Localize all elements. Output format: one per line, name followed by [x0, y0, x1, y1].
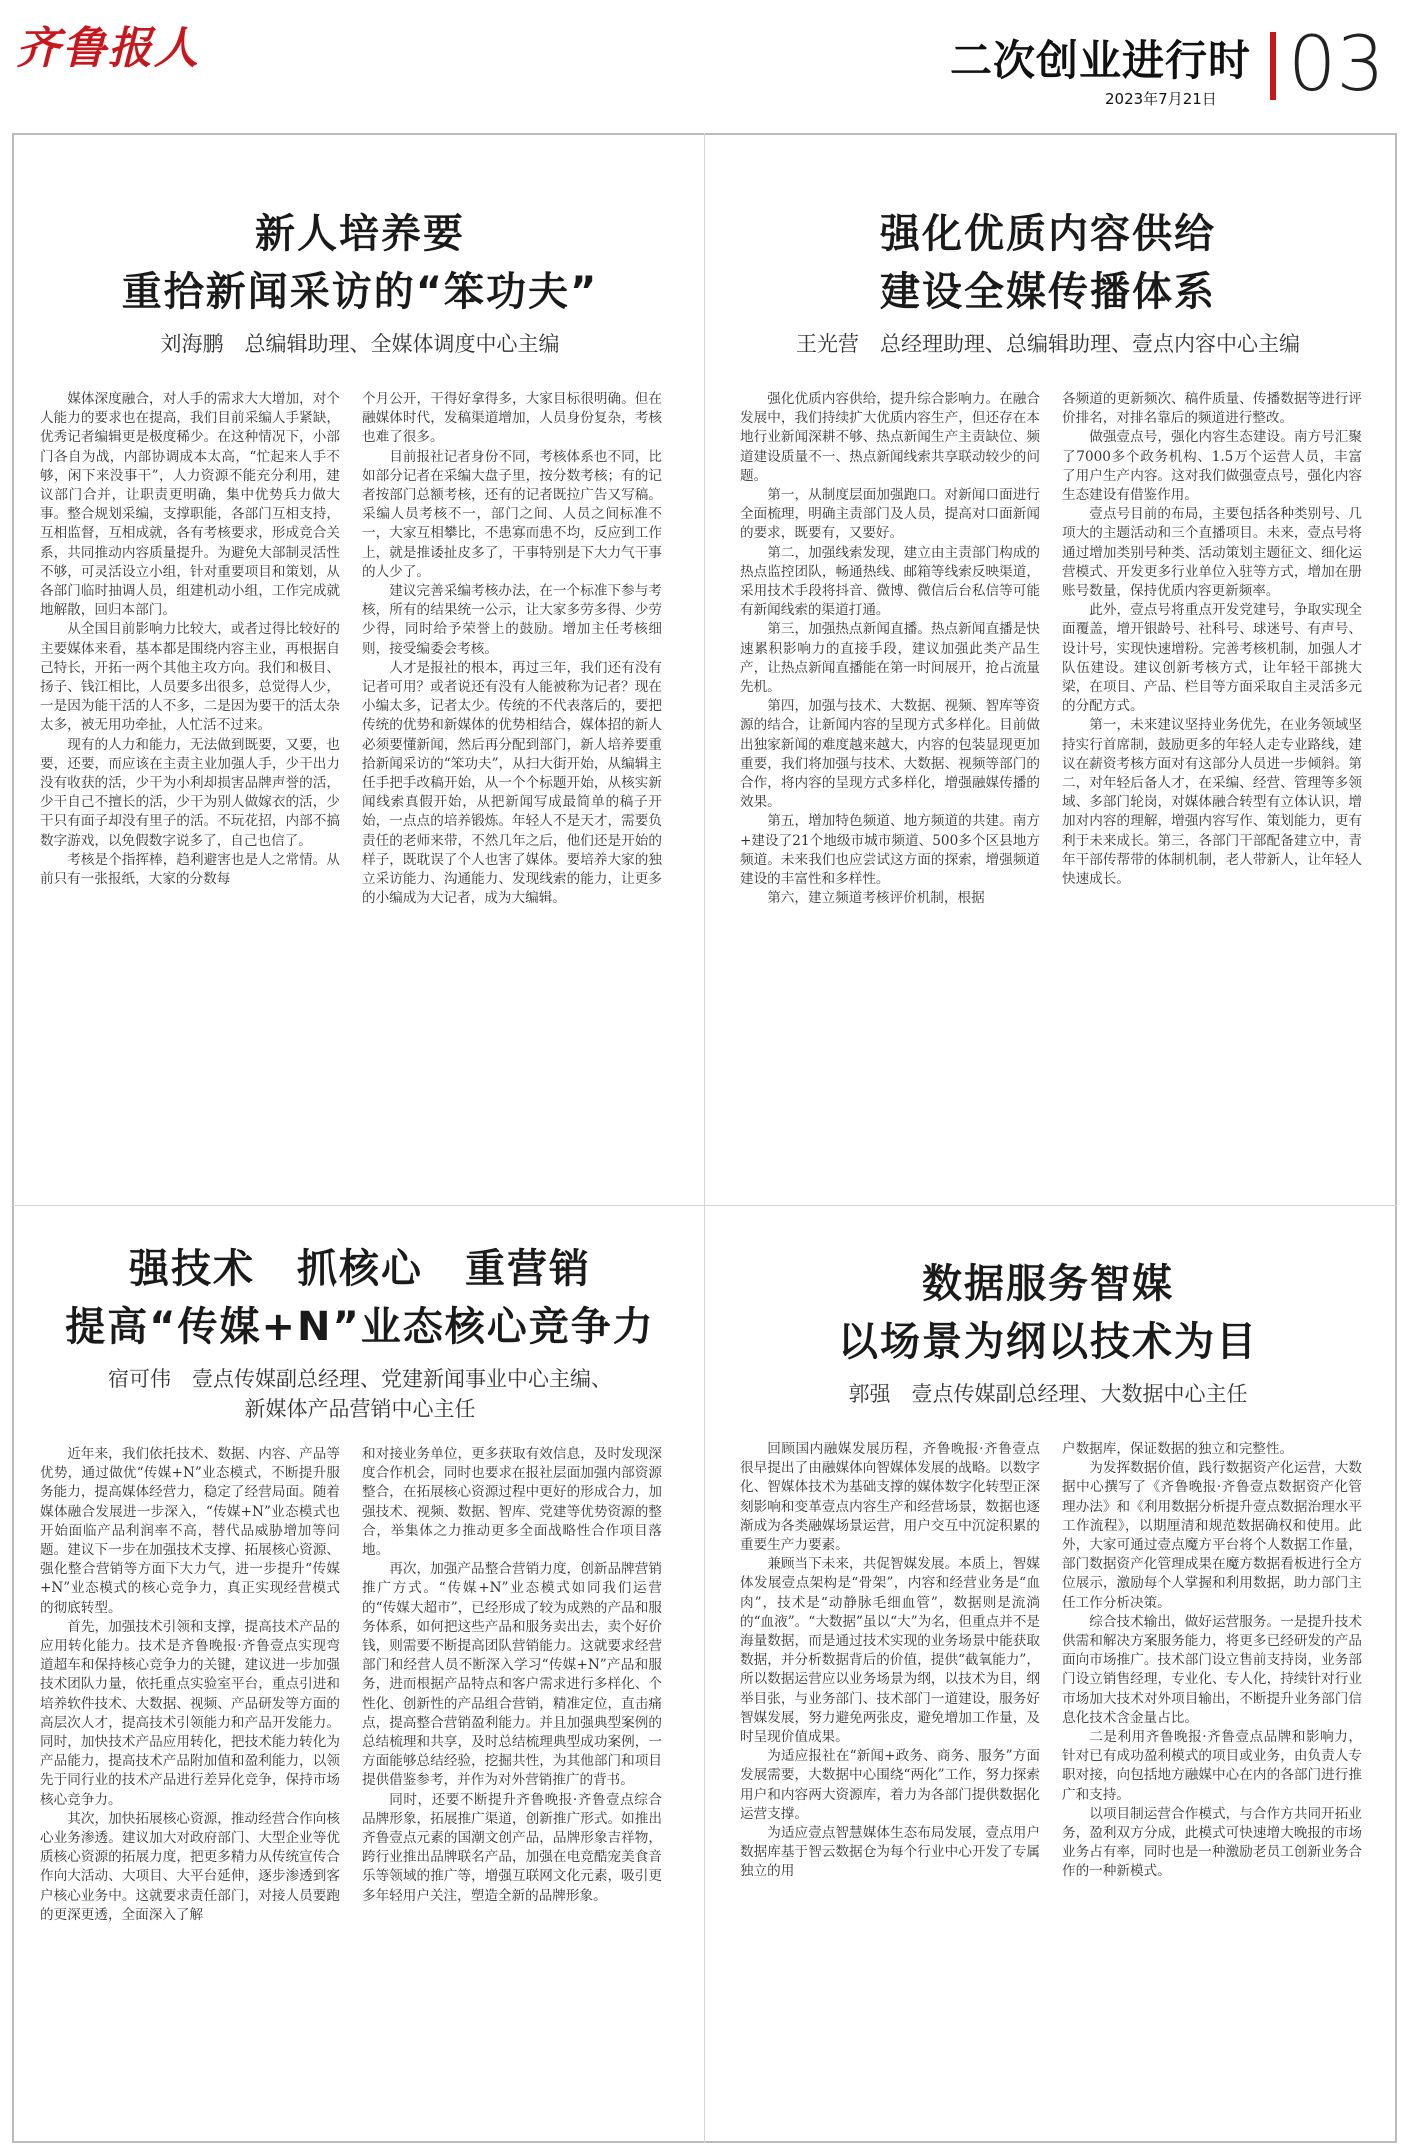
page-number: 03: [1288, 19, 1385, 108]
paragraph: 从全国目前影响力比较大，或者过得比较好的主要媒体来看，基本都是围绕内容主业，再根据自己特长，开拓一两个其他主攻方向。我们和极目、扬子、钱江相比，人员要多出很多，总觉得人少，一是因为能干活的人不多，二是因为要干的活太杂太多，被无用功牵扯，人忙活不过来。: [40, 621, 340, 734]
paragraph: 个月公开，干得好拿得多，大家目标很明确。但在融媒体时代，发稿渠道增加，人员身份复杂，考核也难了很多。: [362, 391, 662, 446]
article-3-byline: [40, 1364, 680, 1424]
paragraph: 第六，建立频道考核评价机制，根据: [767, 890, 985, 907]
paragraph: 为适应壹点智慧媒体生态布局发展，壹点用户数据库基于智云数据仓为每个行业中心开发了专属独立的用: [740, 1825, 1040, 1880]
article-1-column-1: [40, 390, 340, 908]
red-divider: [1270, 32, 1276, 100]
article-3-column-1: [40, 1445, 340, 1925]
byline-line-1: 宿可伟 壹点传媒副总经理、党建新闻事业中心主编、: [108, 1367, 612, 1391]
paragraph: 回顾国内融媒发展历程，齐鲁晚报·齐鲁壹点很早提出了由融媒体向智媒体发展的战略。以数字化、智媒体技术为基础支撑的媒体数字化转型正深刻影响和变革壹点内容生产和经营场景，数据也逐渐成为各类融媒场景运营，用户交互中沉淀积累的重要生产力要素。: [740, 1441, 1040, 1554]
section-title: 二次创业进行时: [950, 36, 1252, 85]
paragraph: 考核是个指挥棒，趋利避害也是人之常情。从前只有一张报纸，大家的分数每: [40, 851, 340, 888]
article-3-headline: [40, 1240, 680, 1356]
paragraph: 和对接业务单位，更多获取有效信息，及时发现深度合作机会，同时也要求在报社层面加强内部资源整合，在拓展核心资源过程中更好的形成合力，加强技术、视频、数据、智库、党建等优势资源的整合，举集体之力推动更多全面战略性合作项目落地。: [362, 1446, 662, 1559]
paragraph: 兼顾当下未来，共促智媒发展。本质上，智媒体发展壹点架构是“骨架”，内容和经营业务是“血肉”，技术是“动静脉毛细血管”，数据则是流淌的“血液”。“大数据”虽以“大”为名，但重点并不是海量数据，而是通过技术实现的业务场景中能获取数据，并分析数据背后的价值，提供“截氧能力”，所以数据运营应以业务场景为纲，以技术为目，纲举目张，与业务部门、技术部门一道建设，服务好智媒发展，努力避免两张皮，避免增加工作量，及时呈现价值成果。: [740, 1556, 1040, 1746]
headline-line-1: 数据服务智媒: [922, 1261, 1174, 1307]
article-2: [728, 205, 1368, 359]
paragraph: 第二，加强线索发现，建立由主责部门构成的热点监控团队，畅通热线、邮箱等线索反映渠道，采用技术手段将抖音、微博、微信后台私信等可能有新闻线索的渠道打通。: [740, 544, 1040, 619]
paragraph: 第一，未来建议坚持业务优先，在业务领域坚持实行首席制，鼓励更多的年轻人走专业路线，建议在薪资考核方面对有这部分人员进一步倾斜。第二，对年轻后备人才，在采编、经营、管理等多领域、多部门轮岗，对媒体融合转型有立体认识，增加对内容的理解，增强内容写作、策划能力，更有利于未来成长。第三，各部门干部配备建立中，青年干部传帮带的体制机制，老人带新人，让年轻人快速成长。: [1062, 717, 1362, 888]
article-3-column-2: [362, 1445, 662, 1925]
article-3: [40, 1240, 680, 1424]
article-1-body: [40, 390, 662, 908]
paragraph: 户数据库，保证数据的独立和完整性。: [1062, 1441, 1294, 1457]
paragraph: 首先，加强技术引领和支撑，提高技术产品的应用转化能力。技术是齐鲁晚报·齐鲁壹点实现弯道超车和保持核心竞争力的关键，建议进一步加强技术团队力量，依托重点实验室平台，重点引进和培养软件技术、大数据、视频、产品研发等方面的高层次人才，提高技术引领能力和产品开发能力。同时，加快技术产品应用转化，把技术能力转化为产品能力，提高技术产品附加值和盈利能力，以领先于同行业的技术产品进行差异化竞争，保持市场核心竞争力。: [40, 1618, 340, 1808]
paragraph: 媒体深度融合，对人手的需求大大增加，对个人能力的要求也在提高，我们目前采编人手紧缺，优秀记者编辑更是极度稀少。在这种情况下，小部门各自为战，内部协调成本太高，“忙起来人手不够，闲下来没事干”，人力资源不能充分利用，建议部门合并，让职责更明确，集中优势兵力做大事。整合规划采编，支撑职能，各部门互相支持，互相监督，互相成就，各有考核要求，形成竞合关系，共同推动内容质量提升。为避免大部制灵活性不够，可灵活设立小组，针对重要项目和策划，从各部门临时抽调人员，组建机动小组，工作完成就地解散，回归本部门。: [40, 391, 340, 619]
article-2-headline: [728, 205, 1368, 321]
paragraph: 第三，加强热点新闻直播。热点新闻直播是快速累积影响力的直接手段，建议加强此类产品生产，让热点新闻直播能在第一时间展开，抢占流量先机。: [740, 621, 1040, 696]
article-1-headline: [40, 205, 680, 321]
headline-line-2: 提高“传媒+N”业态核心竞争力: [65, 1304, 655, 1350]
article-2-column-1: [740, 390, 1040, 908]
headline-line-1: 强化优质内容供给: [880, 211, 1216, 257]
paragraph: 第五，增加特色频道、地方频道的共建。南方+建设了21个地级市城市频道、500多个区县地方频道。未来我们也应尝试这方面的探索，增强频道建设的丰富性和多样性。: [740, 813, 1040, 888]
paragraph: 近年来，我们依托技术、数据、内容、产品等优势，通过做优“传媒+N”业态模式，不断提升服务能力，提高媒体经营力，稳定了经营局面。随着媒体融合发展进一步深入，“传媒+N”业态模式也开始面临产品利润率不高，替代品威胁增加等问题。建议下一步在加强技术支撑、拓展核心资源、强化整合营销等方面下大力气，进一步提升“传媒+N”业态模式的核心竞争力，真正实现经营模式的彻底转型。: [40, 1446, 340, 1616]
paragraph: 为适应报社在“新闻+政务、商务、服务”方面发展需要，大数据中心围绕“两化”工作，努力探索用户和内容两大资源库，着力为各部门提供数据化运营支撑。: [740, 1748, 1040, 1822]
paragraph: 各频道的更新频次、稿件质量、传播数据等进行评价排名，对排名靠后的频道进行整改。: [1062, 391, 1362, 427]
paragraph: 人才是报社的根本，再过三年，我们还有没有记者可用？或者说还有没有人能被称为记者？现在小编太多，记者太少。传统的不代表落后的，要把传统的优势和新媒体的优势相结合，媒体招的新人必须要懂新闻，然后再分配到部门，新人培养要重拾新闻采访的“笨功夫”，从扫大街开始，从编辑主任手把手改稿开始，从一个个标题开始，从核实新闻线索真假开始，从把新闻写成最简单的稿子开始，一点点的培养锻炼。年轻人不是天才，需要负责任的老师来带，不然几年之后，他们还是开始的样子，既耽误了个人也害了媒体。要培养大家的独立采访能力、沟通能力、发现线索的能力，让更多的小编成为大记者，成为大编辑。: [362, 659, 662, 907]
paragraph: 建议完善采编考核办法，在一个标准下参与考核，所有的结果统一公示，让大家多劳多得、少劳少得，同时给予荣誉上的鼓励。增加主任考核细则，接受编委会考核。: [362, 583, 662, 657]
column-divider: [704, 133, 705, 2143]
row-divider: [12, 1205, 1397, 1206]
article-2-body: [740, 390, 1362, 908]
article-4-column-1: [740, 1440, 1040, 1882]
article-4-headline: [728, 1255, 1368, 1371]
article-4-body: [740, 1440, 1362, 1882]
headline-line-2: 以场景为纲以技术为目: [838, 1319, 1258, 1365]
article-3-body: [40, 1445, 662, 1925]
paragraph: 综合技术输出，做好运营服务。一是提升技术供需和解决方案服务能力，将更多已经研发的产品面向市场推广。技术部门设立售前支持岗，业务部门设立销售经理，专业化、专人化，持续针对行业市场加大技术对外项目输出，不断提升业务部门信息化技术含金量占比。: [1062, 1613, 1362, 1726]
headline-line-2: 重拾新闻采访的“笨功夫”: [121, 269, 599, 315]
paragraph: 为发挥数据价值，践行数据资产化运营，大数据中心撰写了《齐鲁晚报·齐鲁壹点数据资产化管理办法》和《利用数据分析提升壹点数据治理水平工作流程》，以期厘清和规范数据确权和使用。此外，大家可通过壹点魔方平台将个人数据工作量，部门数据资产化管理成果在魔方数据看板进行全方位展示，激励每个人掌握和利用数据，助力部门主任工作分析决策。: [1062, 1460, 1362, 1611]
article-1: [40, 205, 680, 359]
paragraph: 第四，加强与技术、大数据、视频、智库等资源的结合，让新闻内容的呈现方式多样化。目前做出独家新闻的难度越来越大，内容的包装显现更加重要，我们将加强与技术、大数据、视频等部门的合作，将内容的呈现方式多样化，增强融媒传播的效果。: [740, 698, 1040, 811]
article-4-byline: 郭强 壹点传媒副总经理、大数据中心主任: [848, 1382, 1248, 1406]
headline-line-1: 新人培养要: [255, 211, 465, 257]
article-2-column-2: [1062, 390, 1362, 908]
issue-date: 2023年7月21日: [1105, 90, 1217, 108]
paragraph: 第一，从制度层面加强跑口。对新闻口面进行全面梳理，明确主责部门及人员，提高对口面新闻的要求，既要有，又要好。: [740, 487, 1040, 542]
article-4-column-2: [1062, 1440, 1362, 1882]
paragraph: 其次，加快拓展核心资源，推动经营合作向核心业务渗透。建议加大对政府部门、大型企业等优质核心资源的拓展力度，把更多精力从传统宣传合作向大活动、大项目、大平台延伸，逐步渗透到客户核心业务中。这就要求责任部门，对接人员要跑的更深更透，全面深入了解: [40, 1810, 340, 1923]
headline-line-2: 建设全媒传播体系: [880, 269, 1216, 315]
paragraph: 做强壹点号，强化内容生态建设。南方号汇聚了7000多个政务机构、1.5万个运营人员，丰富了用户生产内容。这对我们做强壹点号，强化内容生态建设有借鉴作用。: [1062, 429, 1362, 504]
paragraph: 再次，加强产品整合营销力度，创新品牌营销推广方式。“传媒+N”业态模式如同我们运营的“传媒大超市”，已经形成了较为成熟的产品和服务体系，如何把这些产品和服务卖出去，卖个好价钱，则需要不断提高团队营销能力。这就要求经营部门和经营人员不断深入学习“传媒+N”产品和服务，进而根据产品特点和客户需求进行多样化、个性化、创新性的产品组合营销，精准定位，直击痛点，提高整合营销盈利能力。并且加强典型案例的总结梳理和共享，及时总结梳理典型成功案例，一方面能够总结经验，挖掘共性，为其他部门和项目提供借鉴参考，并作为对外营销推广的背书。: [362, 1561, 662, 1789]
paragraph: 以项目制运营合作模式，与合作方共同开拓业务，盈利双方分成，此模式可快速增大晚报的市场业务占有率，同时也是一种激励老员工创新业务合作的一种新模式。: [1062, 1805, 1362, 1880]
paragraph: 二是利用齐鲁晚报·齐鲁壹点品牌和影响力，针对已有成功盈利模式的项目或业务，由负责人专职对接，向包括地方融媒中心在内的各部门进行推广和支持。: [1062, 1729, 1362, 1803]
article-4: [728, 1255, 1368, 1409]
paragraph: 此外，壹点号将重点开发党建号，争取实现全面覆盖，增开银龄号、社科号、球迷号、有声号、设计号，实现快速增粉。完善考核机制，加强人才队伍建设。建议创新考核方式，让年轻干部挑大梁，在项目、产品、栏目等方面采取自主灵活多元的分配方式。: [1062, 602, 1362, 715]
paragraph: 目前报社记者身份不同，考核体系也不同，比如部分记者在采编大盘子里，按分数考核；有的记者按部门总额考核，还有的记者既拉广告又写稿。采编人员考核不一，部门之间、人员之间标准不一，大家互相攀比，不患寡而患不均，反应到工作上，就是推诿扯皮多了，干事特别是下大力气干事的人少了。: [362, 448, 662, 580]
paragraph: 壹点号目前的布局，主要包括各种类别号、几项大的主题活动和三个直播项目。未来，壹点号将通过增加类别号种类、活动策划主题征文、细化运营模式、开发更多行业单位入驻等方式，增加在册账号数量，保持优质内容更新频率。: [1062, 506, 1362, 600]
byline-line-2: 新媒体产品营销中心主任: [244, 1397, 476, 1421]
newspaper-logo: 齐鲁报人: [16, 23, 200, 74]
masthead: [0, 0, 1409, 120]
paragraph: 现有的人力和能力，无法做到既要，又要，也要，还要，而应该在主责主业加强人手，少干出力没有收获的活，少干为小利却损害品牌声誉的活，少干自己不擅长的活，少干为别人做嫁衣的活，少干只有面子却没有里子的活。不玩花招，内部不搞数字游戏，以免假数字说多了，自己也信了。: [40, 736, 340, 849]
article-1-byline: 刘海鹏 总编辑助理、全媒体调度中心主编: [160, 332, 560, 356]
article-1-column-2: [362, 390, 662, 908]
paragraph: 同时，还要不断提升齐鲁晚报·齐鲁壹点综合品牌形象，拓展推广渠道，创新推广形式。如推出齐鲁壹点元素的国潮文创产品，品牌形象吉祥物，跨行业推出品牌联名产品，加强在电竞酷宠美食音乐等领域的推广等，增强互联网文化元素，吸引更多年轻用户关注，塑造全新的品牌形象。: [362, 1791, 662, 1904]
paragraph: 强化优质内容供给，提升综合影响力。在融合发展中，我们持续扩大优质内容生产，但还存在本地行业新闻深耕不够、热点新闻生产主责缺位、频道建设质量不一、热点新闻线索共享联动较少的问题。: [740, 391, 1040, 484]
headline-line-1: 强技术 抓核心 重营销: [129, 1246, 591, 1292]
article-2-byline: 王光营 总经理助理、总编辑助理、壹点内容中心主编: [796, 332, 1300, 356]
